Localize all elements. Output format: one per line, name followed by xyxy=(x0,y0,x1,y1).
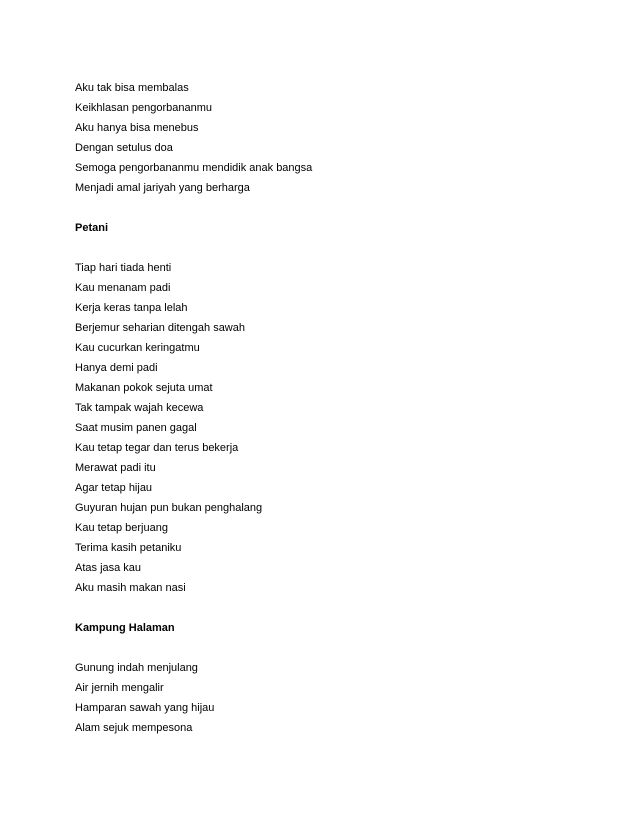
poem-line: Makanan pokok sejuta umat xyxy=(75,382,213,394)
poem-line: Kau cucurkan keringatmu xyxy=(75,342,200,354)
poem-line: Keikhlasan pengorbananmu xyxy=(75,102,212,114)
poem-line: Kau tetap berjuang xyxy=(75,522,168,534)
poem-line: Saat musim panen gagal xyxy=(75,422,197,434)
poem-line: Aku hanya bisa menebus xyxy=(75,122,199,134)
poem-line: Dengan setulus doa xyxy=(75,142,173,154)
poem-line: Tak tampak wajah kecewa xyxy=(75,402,204,414)
poem-line: Terima kasih petaniku xyxy=(75,542,182,554)
poem-line: Semoga pengorbananmu mendidik anak bangsa xyxy=(75,162,313,174)
poem-line: Atas jasa kau xyxy=(75,562,142,574)
poem-line: Air jernih mengalir xyxy=(75,682,164,694)
poem-title: Petani xyxy=(75,222,109,234)
poem-line: Tiap hari tiada henti xyxy=(75,262,172,274)
poem-line: Agar tetap hijau xyxy=(75,482,153,494)
poem-line: Kau menanam padi xyxy=(75,282,171,294)
poem-line: Aku tak bisa membalas xyxy=(75,82,189,94)
poem-line: Aku masih makan nasi xyxy=(75,582,186,594)
poem-line: Kau tetap tegar dan terus bekerja xyxy=(75,442,239,454)
poem-line: Berjemur seharian ditengah sawah xyxy=(75,322,245,334)
poem-title: Kampung Halaman xyxy=(75,622,175,634)
poem-line: Alam sejuk mempesona xyxy=(75,722,193,734)
poem-line: Menjadi amal jariyah yang berharga xyxy=(75,182,250,194)
poem-line: Guyuran hujan pun bukan penghalang xyxy=(75,502,263,514)
poem-line: Hanya demi padi xyxy=(75,362,158,374)
poem-line: Merawat padi itu xyxy=(75,462,156,474)
poem-line: Kerja keras tanpa lelah xyxy=(75,302,188,314)
poem-line: Gunung indah menjulang xyxy=(75,662,198,674)
poem-line: Hamparan sawah yang hijau xyxy=(75,702,215,714)
